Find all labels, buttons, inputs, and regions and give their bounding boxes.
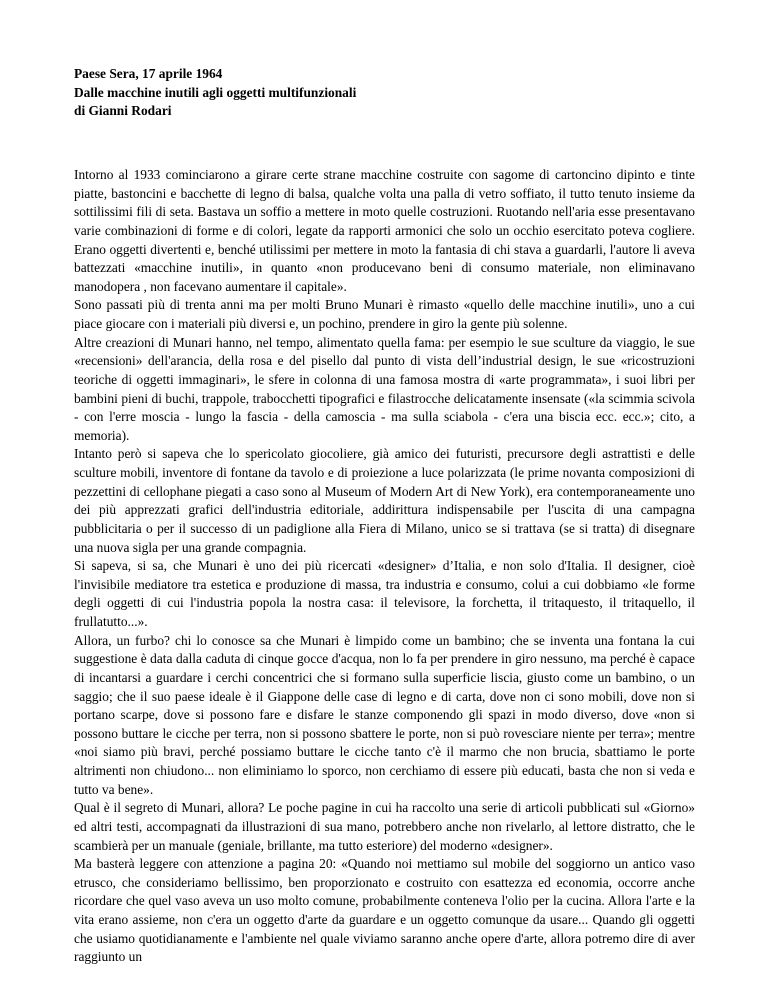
- article-author: di Gianni Rodari: [74, 103, 172, 119]
- paragraph: Intanto però si sapeva che lo spericolato giocoliere, già amico dei futuristi, precursore degli astrattisti e delle sculture mobili, inventore di fontane da tavolo e di proiezione a luce polarizzata (le prime novanta composizioni di pezzettini di cellophane piegati a caso sono al Museum of Modern Art di New York), era contemporaneamente uno dei più apprezzati grafici dell'industria editoriale, addirittura indispensabile per l'uscita di una campagna pubblicitaria o per il successo di un padiglione alla Fiera di Milano, unico se si trattava (se si tratta) di disegnare una nuova sigla per una grande compagnia.: [74, 446, 695, 555]
- article-title: Dalle macchine inutili agli oggetti multifunzionali: [74, 84, 357, 100]
- article-source-date: Paese Sera, 17 aprile 1964: [74, 66, 223, 81]
- article-body: [74, 166, 695, 967]
- paragraph: Si sapeva, si sa, che Munari è uno dei più ricercati «designer» d’Italia, e non solo d'Italia. Il designer, cioè l'invisibile mediatore tra estetica e produzione di massa, tra industria e consumo, colui a cui dobbiamo «le forme degli oggetti di cui l'industria popola la nostra casa: il televisore, la forchetta, il tritaquesto, il tritaquello, il frullatutto...».: [74, 558, 695, 629]
- paragraph: Intorno al 1933 cominciarono a girare certe strane macchine costruite con sagome di cartoncino dipinto e tinte piatte, bastoncini e bacchette di legno di balsa, qualche volta una palla di vetro soffiato, il tutto tenuto insieme da sottilissimi fili di seta. Bastava un soffio a mettere in moto quelle costruzioni. Ruotando nell'aria esse presentavano varie combinazioni di forme e di colori, legate da rapporti armonici che solo un occhio esercitato poteva cogliere. Erano oggetti divertenti e, benché utilissimi per mettere in moto la fantasia di chi stava a guardarli, l'autore li aveva battezzati «macchine inutili», in quanto «non producevano beni di consumo materiale, non eliminavano manodopera , non facevano aumentare il capitale».: [74, 167, 695, 294]
- paragraph: Altre creazioni di Munari hanno, nel tempo, alimentato quella fama: per esempio le sue sculture da viaggio, le sue «recensioni» dell'arancia, della rosa e del pisello dal punto di vista dell’industrial design, le sue «ricostruzioni teoriche di oggetti immaginari», le sfere in colonna di una famosa mostra di «arte programmata», i suoi libri per bambini pieni di buchi, trappole, trabocchetti tipografici e filastrocche delicatamente insensate («la scimmia scivola - con l'erre moscia - lungo la fascia - della camoscia - ma sulla sciabola - c'era una biscia ecc. ecc.»; cito, a memoria).: [74, 334, 695, 443]
- paragraph: Qual è il segreto di Munari, allora? Le poche pagine in cui ha raccolto una serie di articoli pubblicati sul «Giorno» ed altri testi, accompagnati da illustrazioni di sua mano, potrebbero anche non rivelarlo, al lettore distratto, che le scambierà per un manuale (geniale, brillante, ma tutto esteriore) del moderno «designer».: [74, 800, 695, 853]
- paragraph: Ma basterà leggere con attenzione a pagina 20: «Quando noi mettiamo sul mobile del soggiorno un antico vaso etrusco, che consideriamo bellissimo, ben proporzionato e costruito con esattezza ed economia, occorre anche ricordare che quel vaso aveva un uso molto comune, probabilmente conteneva l'olio per la cucina. Allora l'arte e la vita erano assieme, non c'era un oggetto d'arte da guardare e un oggetto comunque da usare... Quando gli oggetti che usiamo quotidianamente e l'ambiente nel quale viviamo saranno anche opere d'arte, allora potremo dire di aver raggiunto un: [74, 856, 695, 965]
- article-header: [74, 65, 694, 121]
- paragraph: Allora, un furbo? chi lo conosce sa che Munari è limpido come un bambino; che se inventa una fontana la cui suggestione è data dalla caduta di cinque gocce d'acqua, non lo fa per prendere in giro nessuno, ma perché è capace di incantarsi a guardare i cerchi concentrici che si formano sulla superficie liscia, giusto come un bambino, o un saggio; che il suo paese ideale è il Giappone delle case di legno e di carta, dove non ci sono mobili, dove non si portano scarpe, dove si possono fare e disfare le stanze componendo gli spazi in modo diverso, dove «non si possono buttare le cicche per terra, non si possono sbattere le porte, non si può rovesciare niente per terra»; mentre «noi siamo più bravi, perché possiamo buttare le cicche tanto c'è il marmo che non brucia, sbattiamo le porte altrimenti non chiudono... non eliminiamo lo sporco, non cerchiamo di essere più educati, basta che non si veda e tutto va bene».: [74, 632, 695, 797]
- paragraph: Sono passati più di trenta anni ma per molti Bruno Munari è rimasto «quello delle macchine inutili», uno a cui piace giocare con i materiali più diversi e, un pochino, prendere in giro la gente più solenne.: [74, 297, 695, 331]
